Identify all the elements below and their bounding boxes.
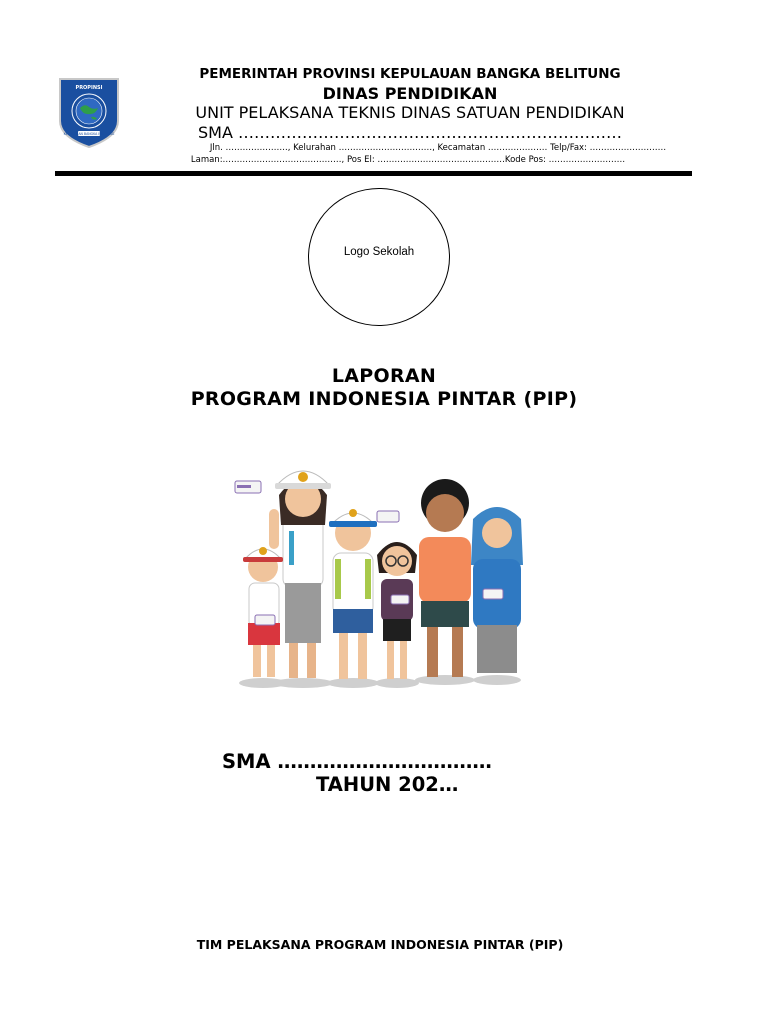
implementation-team-label: TIM PELAKSANA PROGRAM INDONESIA PINTAR (PIP) [196,937,564,952]
svg-text:PROPINSI: PROPINSI [75,85,103,91]
header-unit-line: UNIT PELAKSANA TEKNIS DINAS SATUAN PENDIDIKAN [195,103,625,122]
report-title: LAPORAN [331,365,437,387]
header-department-line: DINAS PENDIDIKAN [322,84,498,103]
letterhead-divider [55,171,692,176]
report-subtitle: PROGRAM INDONESIA PINTAR (PIP) [190,388,578,410]
report-year-line: TAHUN 202… [316,773,459,796]
province-emblem-icon [58,77,120,149]
school-logo-label: Logo Sekolah [343,246,415,258]
header-school-line: SMA ……………………………………………………………… [198,123,622,142]
header-address-line: Jln. …………………., Kelurahan ……………………………, Kecamatan ………………… Telp/Fax: ……………………… [209,143,667,153]
svg-text:KEPULAUAN BANGKA BELITUNG: KEPULAUAN BANGKA BELITUNG [63,132,115,136]
school-name-line: SMA …………………………… [222,750,492,773]
students-group-icon [225,455,535,695]
header-government-line: PEMERINTAH PROVINSI KEPULAUAN BANGKA BELITUNG [199,66,621,82]
header-contact-line: Laman:……………………………………, Pos El: ………………………………………Kode Pos: ……………………… [190,155,626,165]
